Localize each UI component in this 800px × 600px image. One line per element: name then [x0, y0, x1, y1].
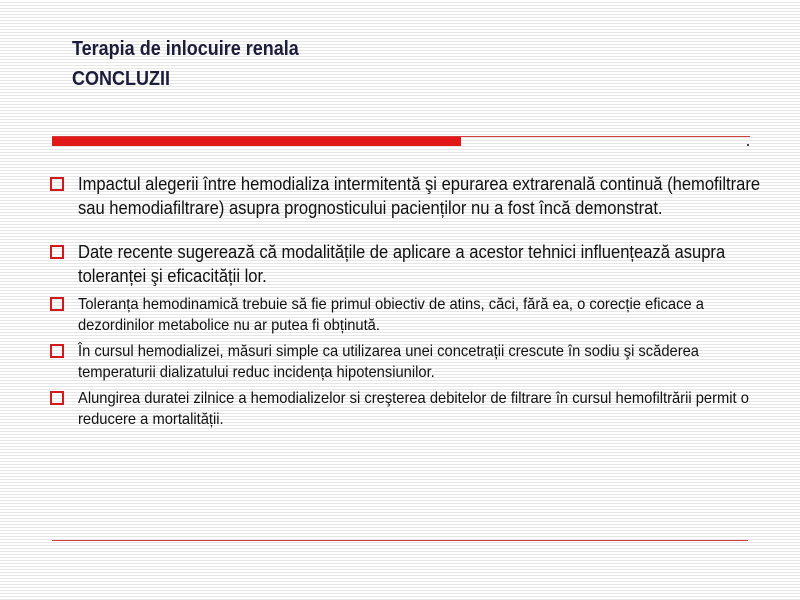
bullet-text: Alungirea duratei zilnice a hemodializelor si creşterea debitelor de filtrare în cursul hemofiltrării permit o reducere a mortalității.: [78, 390, 749, 428]
hollow-square-bullet-icon: [50, 177, 64, 191]
slide-title-line-1: Terapia de inlocuire renala: [72, 38, 299, 60]
title-divider-accent-bar: [52, 137, 461, 146]
bullet-list: [48, 172, 778, 430]
list-item: [48, 341, 778, 383]
slide-title-line-2: CONCLUZII: [72, 68, 171, 90]
bullet-text: În cursul hemodializei, măsuri simple ca utilizarea unei concetrații crescute în sodiu şi scăderea temperaturii dializatului reduc incidența hipotensiunilor.: [78, 343, 699, 381]
slide-title: [72, 34, 299, 94]
list-item: [48, 240, 778, 288]
bullet-text: Toleranța hemodinamică trebuie să fie primul obiectiv de atins, căci, fără ea, o corecție eficace a dezordinilor metabolice nu ar putea fi obținută.: [78, 296, 704, 334]
hollow-square-bullet-icon: [50, 245, 64, 259]
title-divider-dot: [747, 144, 749, 146]
bullet-text: Impactul alegerii între hemodializa intermitentă şi epurarea extrarenală continuă (hemofiltrare sau hemodiafiltrare) asupra prognosticului pacienților nu a fost încă demonstrat.: [78, 174, 761, 218]
list-item: [48, 388, 778, 430]
bullet-text: Date recente sugerează că modalitățile de aplicare a acestor tehnici influențează asupra toleranței şi eficacității lor.: [78, 242, 726, 286]
hollow-square-bullet-icon: [50, 391, 64, 405]
list-item: [48, 294, 778, 336]
list-item: [48, 172, 778, 220]
footer-divider: [52, 540, 748, 541]
hollow-square-bullet-icon: [50, 344, 64, 358]
hollow-square-bullet-icon: [50, 297, 64, 311]
